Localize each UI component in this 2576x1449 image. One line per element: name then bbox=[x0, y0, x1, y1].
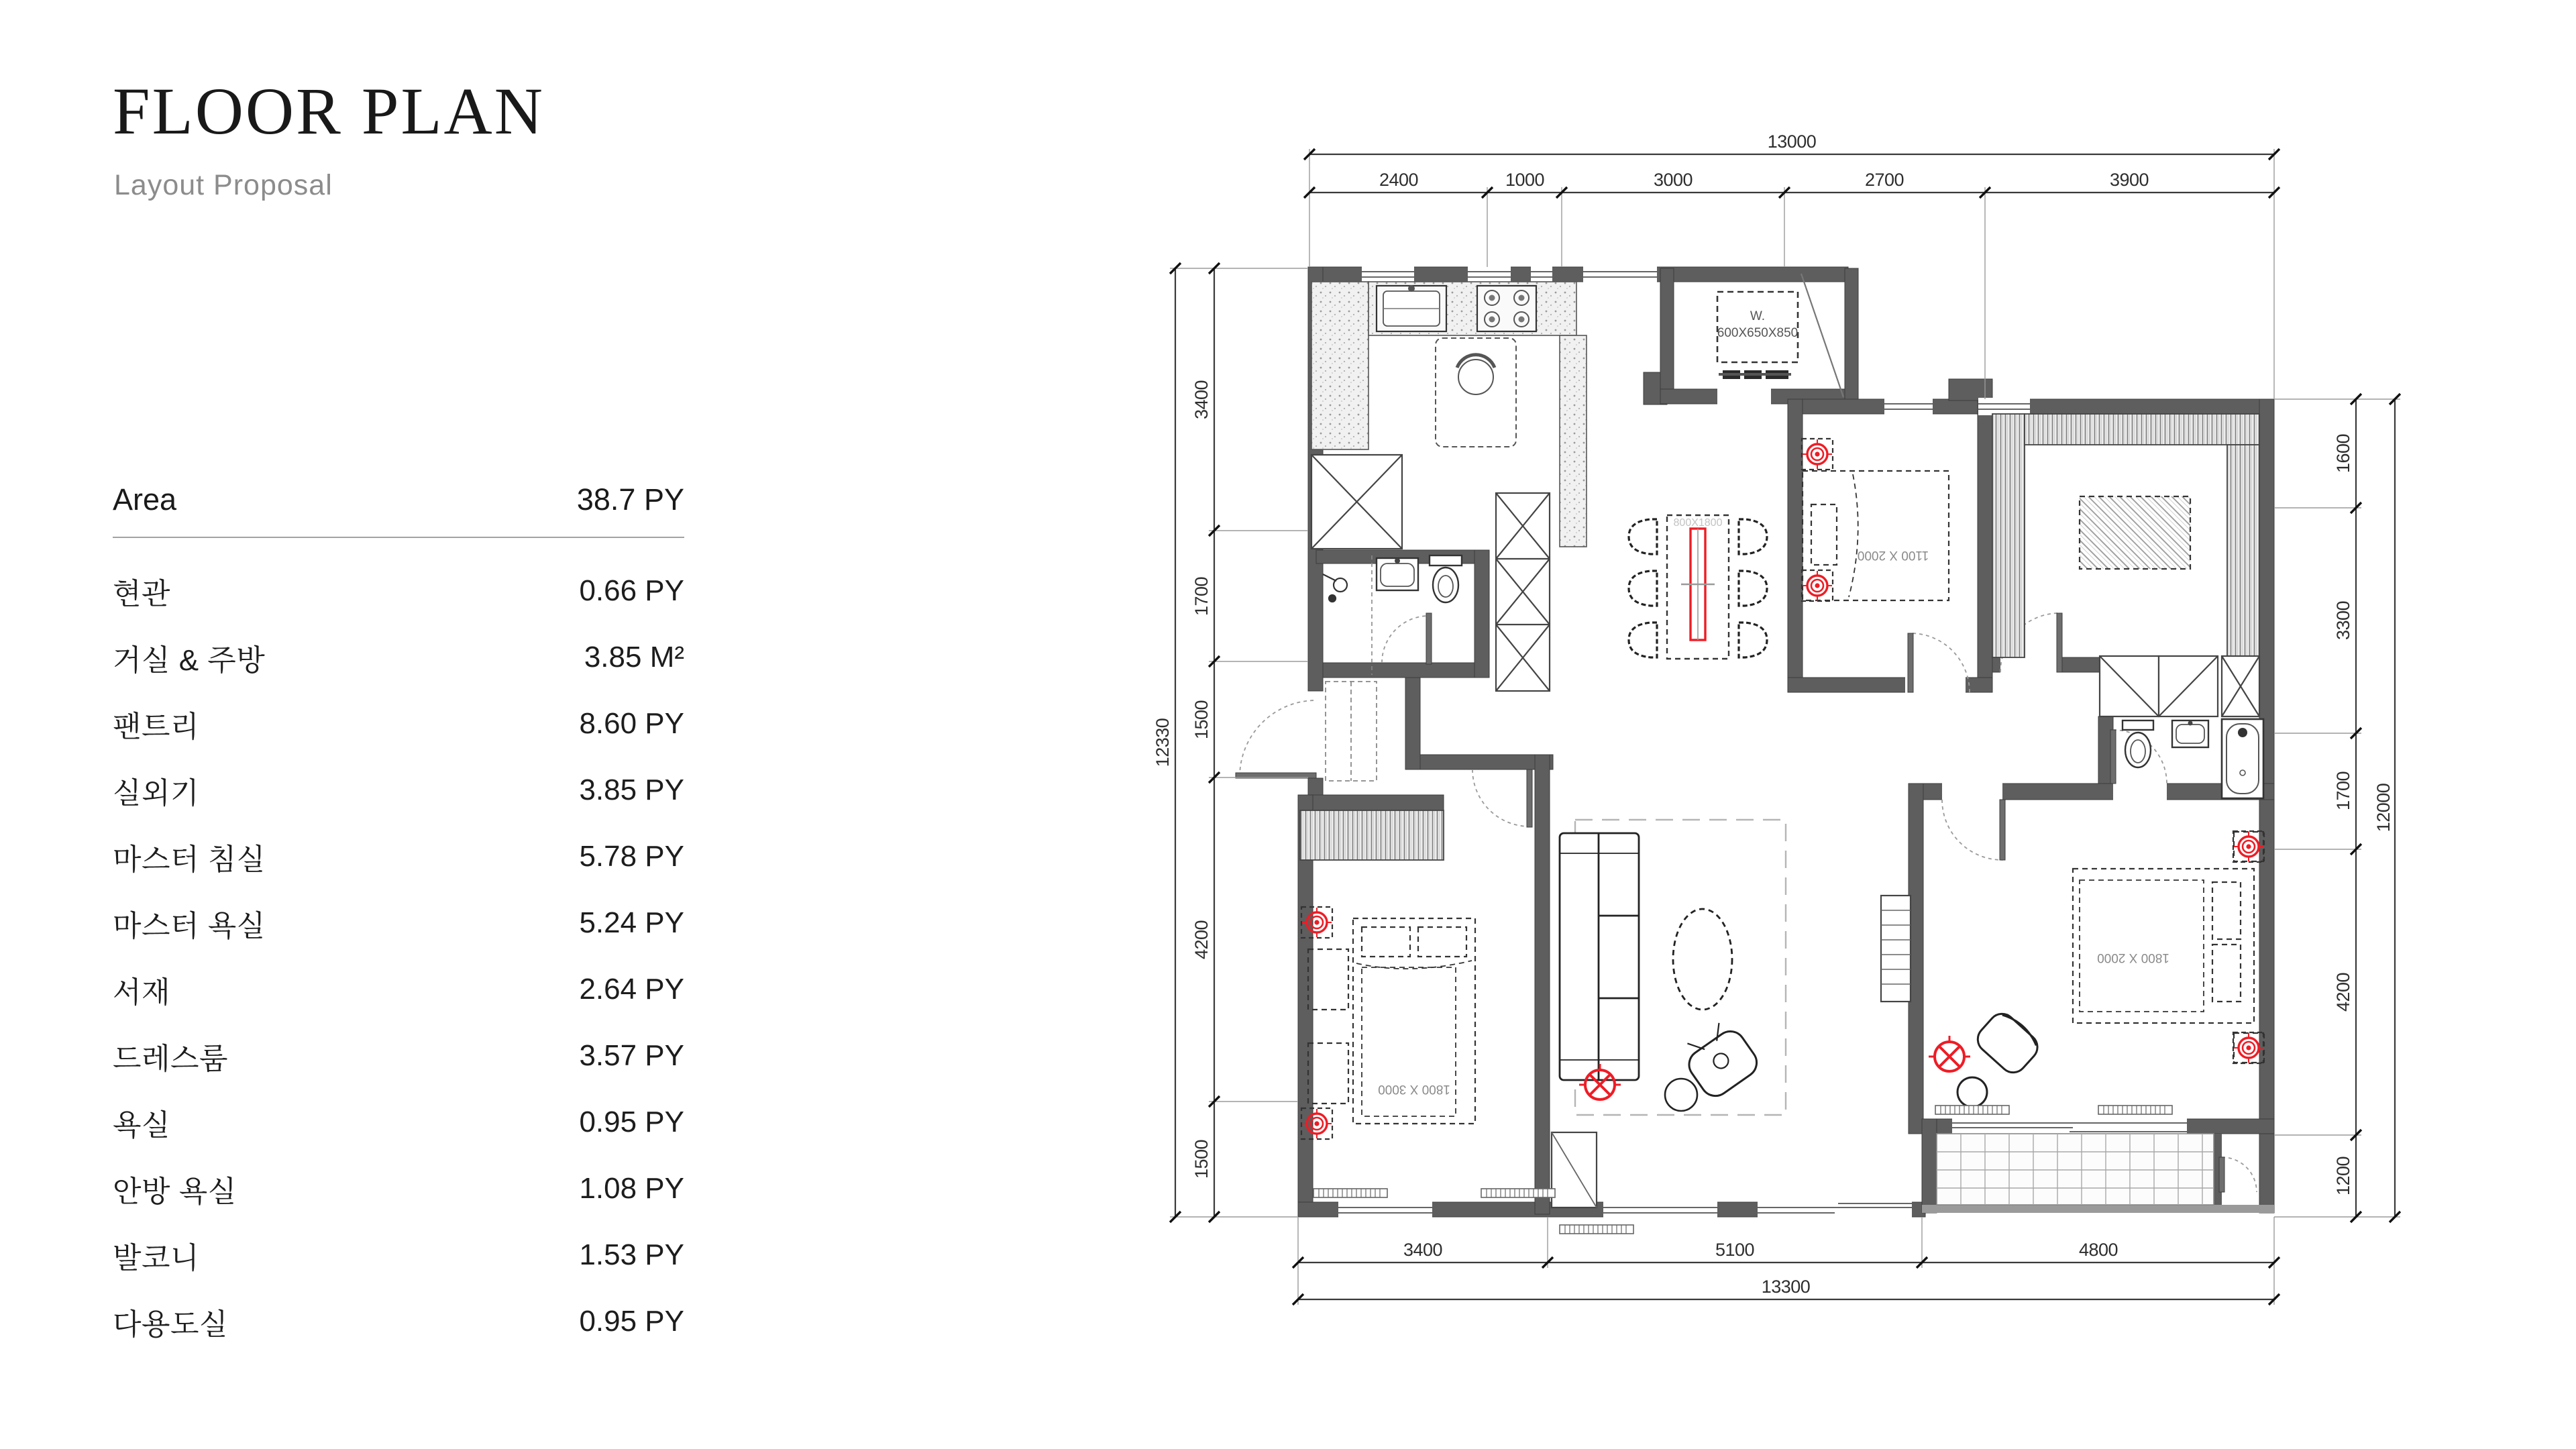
dim-label: 2700 bbox=[1864, 170, 1904, 190]
bedroom1 bbox=[1300, 810, 1475, 1139]
table-row bbox=[113, 890, 684, 956]
dim-label: 3400 bbox=[1191, 380, 1212, 420]
toilet-icon bbox=[2123, 720, 2153, 767]
row-value: 0.66 PY bbox=[579, 574, 684, 607]
row-label: 실외기 bbox=[113, 776, 200, 810]
bathroom-sink-icon bbox=[1377, 558, 1418, 590]
armchair-icon bbox=[1972, 1008, 2044, 1078]
row-value: 8.60 PY bbox=[579, 706, 684, 740]
dim-label: 3900 bbox=[2109, 170, 2149, 190]
toilet-icon bbox=[1430, 555, 1462, 602]
dim-label: 4800 bbox=[2078, 1240, 2118, 1260]
area-table-header bbox=[113, 470, 684, 530]
row-value: 1.08 PY bbox=[579, 1171, 684, 1205]
shower-icon bbox=[1323, 555, 1372, 675]
dim-top-total: 13000 bbox=[1767, 131, 1817, 152]
kitchen-area bbox=[1311, 282, 1587, 691]
row-label: 팬트리 bbox=[113, 710, 200, 743]
tall-cabinet bbox=[1496, 493, 1550, 691]
row-label: 서재 bbox=[113, 975, 171, 1009]
dim-label: 3400 bbox=[1403, 1240, 1443, 1260]
table-row bbox=[113, 557, 684, 624]
row-label: 드레스룸 bbox=[113, 1042, 229, 1075]
page-title: FLOOR PLAN bbox=[113, 74, 545, 148]
row-value: 3.85 M² bbox=[584, 640, 684, 674]
table-row bbox=[113, 1155, 684, 1222]
bed2-size-label: 1100 X 2000 bbox=[1857, 548, 1929, 562]
ceiling-light-icon bbox=[1802, 439, 1833, 470]
washer-label: W. bbox=[1750, 309, 1766, 323]
area-header-value: 38.7 PY bbox=[576, 482, 684, 517]
table-row bbox=[113, 1022, 684, 1089]
area-table-rows bbox=[113, 557, 684, 1354]
coffee-table-icon bbox=[1673, 909, 1732, 1010]
dim-label: 4200 bbox=[2333, 972, 2353, 1012]
table-row bbox=[113, 624, 684, 690]
table-divider bbox=[113, 537, 684, 538]
bathroom-sink-icon bbox=[2172, 720, 2208, 747]
dim-label: 1700 bbox=[2333, 771, 2353, 811]
pantry-cabinet bbox=[1311, 455, 1402, 549]
row-label: 마스터 욕실 bbox=[113, 909, 266, 943]
dim-label: 1700 bbox=[1191, 576, 1212, 616]
row-value: 1.53 PY bbox=[579, 1238, 684, 1271]
dim-label: 1500 bbox=[1191, 1139, 1212, 1179]
dim-label: 3000 bbox=[1653, 170, 1693, 190]
ceiling-light-icon bbox=[1802, 570, 1833, 601]
entry-vestibule bbox=[1326, 682, 1377, 781]
dining-set bbox=[1629, 515, 1767, 659]
row-label: 마스터 침실 bbox=[113, 843, 266, 876]
table-row bbox=[113, 690, 684, 757]
floor-plan bbox=[1140, 121, 2455, 1355]
row-value: 5.24 PY bbox=[579, 906, 684, 939]
stove-icon bbox=[1477, 286, 1536, 331]
row-label: 안방 욕실 bbox=[113, 1175, 237, 1208]
area-header-label: Area bbox=[113, 482, 177, 517]
dim-label: 5100 bbox=[1715, 1240, 1755, 1260]
master-bed-size-label: 1800 X 2000 bbox=[2097, 951, 2169, 965]
dressing-rug bbox=[2080, 496, 2190, 569]
row-value: 0.95 PY bbox=[579, 1105, 684, 1138]
row-value: 0.95 PY bbox=[579, 1304, 684, 1338]
row-label: 현관 bbox=[113, 577, 171, 610]
wardrobe bbox=[1300, 810, 1444, 860]
row-label: 욕실 bbox=[113, 1108, 171, 1142]
bedroom2 bbox=[1802, 439, 1949, 601]
dim-left-total: 12330 bbox=[1152, 718, 1173, 767]
small-bathroom bbox=[1323, 555, 1462, 675]
dim-label: 2400 bbox=[1379, 170, 1419, 190]
kitchen-counter-left bbox=[1311, 282, 1368, 449]
dim-label: 4200 bbox=[1191, 920, 1212, 960]
info-panel bbox=[113, 0, 690, 1449]
dining-table-label: 800X1800 bbox=[1673, 517, 1723, 529]
dining-table-icon bbox=[1681, 529, 1715, 640]
page-subtitle: Layout Proposal bbox=[114, 169, 333, 201]
bathtub-icon bbox=[2222, 719, 2263, 798]
dim-label: 1600 bbox=[2333, 433, 2353, 474]
console-icon bbox=[1881, 896, 1911, 1002]
table-row bbox=[113, 823, 684, 890]
row-value: 5.78 PY bbox=[579, 839, 684, 873]
living-room bbox=[1552, 820, 1786, 1208]
table-row bbox=[113, 757, 684, 823]
utility-room bbox=[1717, 292, 1798, 379]
table-row bbox=[113, 956, 684, 1022]
dim-label: 1200 bbox=[2333, 1156, 2353, 1196]
side-table-icon bbox=[1957, 1077, 1987, 1107]
dressing-cabinets bbox=[2100, 656, 2259, 716]
row-label: 발코니 bbox=[113, 1241, 200, 1275]
kitchen-sink-icon bbox=[1377, 285, 1446, 331]
sofa-icon bbox=[1560, 833, 1639, 1080]
drain-icon bbox=[1719, 370, 1791, 379]
table-row bbox=[113, 1288, 684, 1354]
dim-label: 3300 bbox=[2333, 600, 2353, 641]
floor-plan-svg bbox=[1140, 121, 2455, 1355]
row-value: 2.64 PY bbox=[579, 972, 684, 1006]
row-label: 거실 & 주방 bbox=[113, 643, 266, 677]
dim-bottom-total: 13300 bbox=[1761, 1277, 1811, 1297]
washer-size-label: 600X650X850 bbox=[1717, 326, 1799, 340]
dim-right-total: 12000 bbox=[2373, 783, 2394, 833]
dim-label: 1000 bbox=[1505, 170, 1545, 190]
floor-outlet-icon bbox=[1929, 1036, 1970, 1071]
balcony bbox=[1937, 1134, 2214, 1205]
row-label: 다용도실 bbox=[113, 1307, 229, 1341]
dim-label: 1500 bbox=[1191, 700, 1212, 740]
master-bedroom bbox=[1881, 831, 2264, 1107]
table-row bbox=[113, 1089, 684, 1155]
ottoman-icon bbox=[1665, 1079, 1697, 1111]
kitchen-counter-right bbox=[1560, 335, 1587, 547]
island-stool-icon bbox=[1436, 338, 1516, 447]
row-value: 3.57 PY bbox=[579, 1038, 684, 1072]
table-row bbox=[113, 1222, 684, 1288]
tv-cabinet bbox=[1552, 1132, 1597, 1208]
row-value: 3.85 PY bbox=[579, 773, 684, 806]
bed1-size-label: 1800 X 3000 bbox=[1378, 1082, 1450, 1096]
